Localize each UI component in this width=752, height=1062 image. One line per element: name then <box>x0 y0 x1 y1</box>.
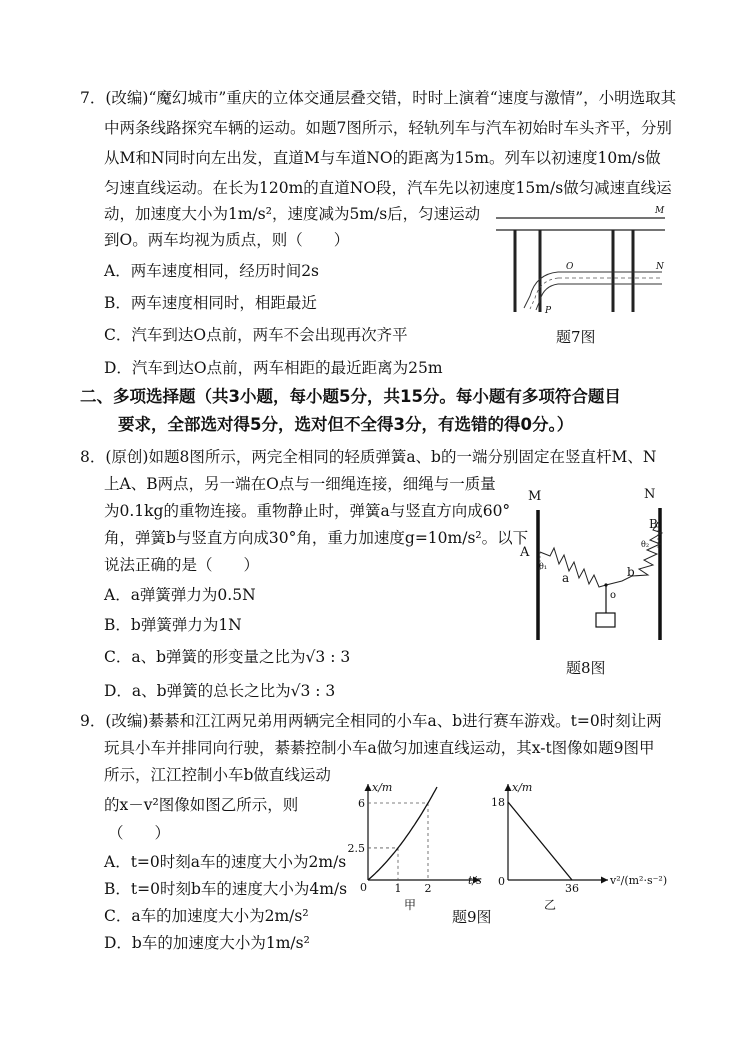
q7-line-4: 匀速直线运动。在长为120m的直道NO段，汽车先以初速度15m/s做匀减速直线运 <box>104 179 672 197</box>
label-N: N <box>656 262 664 272</box>
q8-line-4: 角，弹簧b与竖直方向成30°角，重力加速度g=10m/s²。以下 <box>104 529 529 547</box>
q8-option-a: A．a弹簧弹力为0.5N <box>104 586 256 604</box>
q8-option-c: C．a、b弹簧的形变量之比为√3 : 3 <box>104 648 351 666</box>
q8-line-3: 为0.1kg的重物连接。重物静止时，弹簧a与竖直方向成60° <box>104 502 511 520</box>
q8-option-d: D．a、b弹簧的总长之比为√3 : 3 <box>104 682 336 700</box>
section2-line-1: 二、多项选择题（共3小题，每小题5分，共15分。每小题有多项符合题目 <box>80 387 621 406</box>
q7-figure <box>490 200 680 330</box>
q9-line-2: 玩具小车并排同向行驶，綦綦控制小车a做匀加速直线运动，其x-t图像如题9图甲 <box>104 739 655 757</box>
q7-figure-caption: 题7图 <box>556 328 596 346</box>
chart-x-t <box>346 778 496 912</box>
q9-figure-caption: 题9图 <box>452 908 492 926</box>
chart-x-v2 <box>488 778 688 912</box>
label-A: A <box>520 545 530 560</box>
label-theta1: θ₁ <box>539 562 548 571</box>
label-theta2: θ₂ <box>641 540 650 549</box>
chart-origin: 0 <box>498 875 505 888</box>
label-o: o <box>610 590 617 601</box>
section2-line-2: 要求，全部选对得5分，选对但不全得3分，有选错的得0分。） <box>118 415 574 434</box>
q8-option-b: B．b弹簧弹力为1N <box>104 616 242 634</box>
q7-option-d: D．汽车到达O点前，两车相距的最近距离为25m <box>104 359 443 377</box>
chart-ytick-6: 6 <box>358 797 365 810</box>
label-pole-N: N <box>644 487 656 502</box>
chart-line-series <box>508 802 572 880</box>
q8-figure-caption: 题8图 <box>566 659 606 677</box>
chart-xtick-36: 36 <box>565 882 579 895</box>
q7-line-2: 中两条线路探究车辆的运动。如题7图所示，轻轨列车与汽车初始时车头齐平，分别 <box>104 119 672 137</box>
label-O: O <box>566 262 574 272</box>
q9-option-a: A．t=0时刻a车的速度大小为2m/s <box>104 853 347 871</box>
q7-option-c: C．汽车到达O点前，两车不会出现再次齐平 <box>104 326 408 344</box>
q9-line-4: 的x－v²图像如图乙所示，则 <box>104 796 299 814</box>
chart-origin: 0 <box>360 881 367 894</box>
q9-option-c: C．a车的加速度大小为2m/s² <box>104 907 309 925</box>
chart-xtick-1: 1 <box>394 882 402 895</box>
q7-line-6: 到O。两车均视为质点，则（ ） <box>104 231 350 249</box>
chart-line-series <box>368 787 437 880</box>
label-M: M <box>655 206 665 216</box>
chart-guides <box>368 803 428 880</box>
q8-figure <box>510 480 680 652</box>
label-pole-M: M <box>528 489 542 504</box>
chart-title-jia: 甲 <box>403 898 417 912</box>
q7-line-5: 动，加速度大小为1m/s²，速度减为5m/s后，匀速运动 <box>104 205 481 223</box>
q8-line-1: 8．(原创)如题8图所示，两完全相同的轻质弹簧a、b的一端分别固定在竖直杆M、N <box>80 448 657 466</box>
q7-option-b: B．两车速度相同时，相距最近 <box>104 294 317 312</box>
label-spring-b: b <box>627 565 635 579</box>
q9-option-b: B．t=0时刻b车的速度大小为4m/s <box>104 880 348 898</box>
chart-ylabel: x/m <box>512 781 533 794</box>
q9-option-d: D．b车的加速度大小为1m/s² <box>104 934 310 952</box>
chart-ylabel: x/m <box>372 781 393 794</box>
label-B: B <box>649 517 658 531</box>
chart-ytick-2-5: 2.5 <box>347 841 365 855</box>
chart-xlabel: t/s <box>468 874 482 887</box>
chart-title-yi: 乙 <box>543 898 557 912</box>
q8-line-2: 上A、B两点，另一端在O点与一细绳连接，细绳与一质量 <box>104 475 496 493</box>
label-P: P <box>545 306 552 316</box>
chart-ytick-18: 18 <box>491 796 505 809</box>
q7-line-3: 从M和N同时向左出发，直道M与车道NO的距离为15m。列车以初速度10m/s做 <box>104 149 661 167</box>
label-spring-a: a <box>562 571 570 585</box>
chart-xtick-2: 2 <box>424 882 432 895</box>
q9-line-3: 所示，江江控制小车b做直线运动 <box>104 766 331 784</box>
q9-line-1: 9．(改编)綦綦和江江两兄弟用两辆完全相同的小车a、b进行赛车游戏。t=0时刻让两 <box>80 712 662 730</box>
q8-line-5: 说法正确的是（ ） <box>104 556 260 574</box>
q7-option-a: A．两车速度相同，经历时间2s <box>104 262 320 280</box>
q7-line-1: 7．(改编)“魔幻城市”重庆的立体交通层叠交错，时时上演着“速度与激情”，小明选取其 <box>80 89 677 107</box>
q9-line-5: （ ） <box>108 824 171 842</box>
chart-xlabel: v²/(m²·s⁻²) <box>610 874 668 887</box>
